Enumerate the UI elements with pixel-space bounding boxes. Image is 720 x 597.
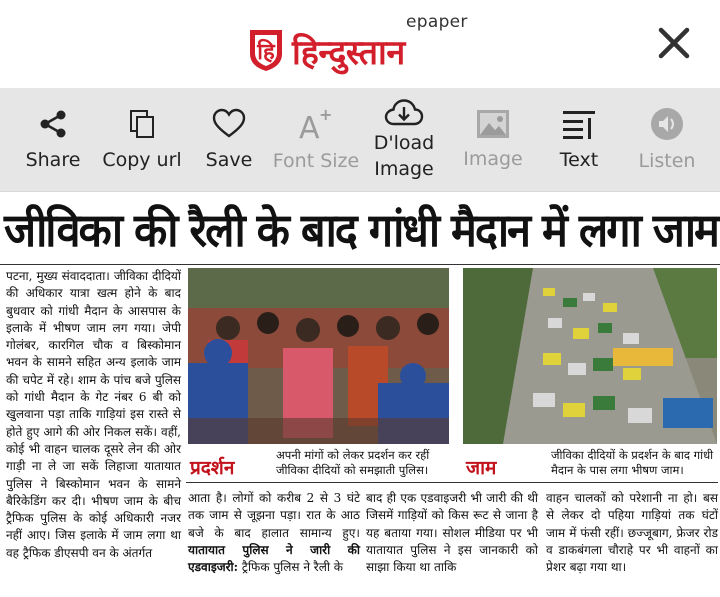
- download-image-button[interactable]: [368, 88, 440, 192]
- article-column-1: पटना, मुख्य संवाददाता। जीविका दीदियों की अधिकार यात्रा खत्म होने के बाद बुधवार को गांधी मैदान के आसपास के इलाके में भीषण जाम लग गया। जेपी गोलंबर, कारगिल चौक व बिस्कोमान भवन के सामने सहित अन्य इलाके जाम की चपेट में रहे। शाम के पांच बजे पुलिस को गांधी मैदान के गेट नंबर 6 बी को खुलवाना पड़ा ताकि गाड़ियां इस रास्ते से होते हुए आगे की ओर निकल सकें। वहीं, कोई भी वाहन चालक दूसरे लेन की ओर गाड़ी ना ले जा सकें लिहाजा यातायात पुलिस ने बिस्कोमान भवन के सामने बैरिकेडिंग कर दी। भीषण जाम के बीच ट्रैफिक पुलिस के कोई अधिकारी नजर नहीं आए। जिस इलाके में जाम लगा था वह ट्रैफिक डीएसपी वन के अंतर्गत: [6, 269, 181, 560]
- image-label: Image: [463, 148, 523, 170]
- article-toolbar: [0, 88, 720, 192]
- speaker-icon: [650, 107, 684, 141]
- brand-name: हिन्दुस्तान: [292, 33, 405, 73]
- photo1-caption: अपनी मांगों को लेकर प्रदर्शन कर रहीं जीविका दीदियों को समझाती पुलिस।: [276, 448, 430, 477]
- article-column-4: वाहन चालकों को परेशानी ना हो। बस से लेकर दो पहिया गाड़ियां तक घंटों जाम में फंसी रहीं। छज्जूबाग, फ्रेजर रोड व डाकबंगला चौराहे पर भी वाहनों का प्रेशर बढ़ा गया था।: [546, 491, 718, 575]
- copy-url-label: Copy url: [102, 149, 182, 171]
- font-size-icon: [298, 107, 334, 141]
- divider: [0, 264, 720, 265]
- listen-label: Listen: [638, 150, 696, 172]
- save-button[interactable]: [198, 88, 260, 192]
- close-icon: [650, 22, 698, 66]
- download-label-line2: Image: [374, 158, 434, 180]
- listen-button[interactable]: [632, 88, 702, 192]
- epaper-label: epaper: [406, 12, 468, 32]
- article-headline: जीविका की रैली के बाद गांधी मैदान में लगा जाम: [4, 203, 718, 257]
- app-header: [0, 0, 720, 88]
- photo2-caption: जीविका दीदियों के प्रदर्शन के बाद गांधी मैदान के पास लगा भीषण जाम।: [551, 448, 714, 477]
- svg-text:हि: हि: [257, 40, 275, 65]
- hindustan-emblem-icon: [246, 26, 286, 72]
- download-cloud-icon: [384, 98, 424, 128]
- share-button[interactable]: [18, 88, 88, 192]
- photo2-label: जाम: [466, 457, 497, 479]
- hindustan-logo: [246, 12, 476, 78]
- protest-photo: [188, 268, 449, 444]
- share-label: Share: [25, 149, 81, 171]
- advisory-subhead: यातायात पुलिस ने जारी की एडवाइजरी:: [188, 542, 360, 575]
- text-icon: [561, 108, 597, 140]
- column-2-text-cont: ट्रैफिक पुलिस ने रैली के: [241, 560, 343, 575]
- font-size-button[interactable]: [270, 88, 362, 192]
- heart-icon: [212, 108, 246, 140]
- close-button[interactable]: [650, 22, 698, 66]
- traffic-jam-photo: [463, 268, 717, 444]
- svg-text:A: A: [299, 111, 320, 141]
- text-label: Text: [559, 149, 599, 171]
- article-column-2: [188, 490, 360, 590]
- share-icon: [37, 108, 69, 140]
- copy-icon: [126, 108, 158, 140]
- article-column-3: बाद ही एक एडवाइजरी भी जारी की थी जिसमें गाड़ियों को किस रूट से जाना है यह बताया गया। सोशल मीडिया पर भी यातायात पुलिस ने इस जानकारी को साझा किया था ताकि: [366, 491, 538, 575]
- photo1-label: प्रदर्शन: [190, 457, 235, 479]
- save-label: Save: [205, 149, 253, 171]
- text-button[interactable]: [546, 88, 612, 192]
- image-icon: [476, 109, 510, 139]
- column-2-text: आता है। लोगों को करीब 2 से 3 घंटे तक जाम से जूझना पड़ा। रात के आठ बजे के बाद हालात सामान्य हुए।: [188, 491, 360, 540]
- image-button[interactable]: [458, 88, 528, 192]
- copy-url-button[interactable]: [98, 88, 186, 192]
- font-size-label: Font Size: [272, 150, 360, 172]
- caption-divider: [186, 482, 718, 483]
- download-label-line1: D'load: [373, 132, 435, 154]
- svg-text:+: +: [319, 107, 333, 124]
- epaper-article: [0, 192, 720, 597]
